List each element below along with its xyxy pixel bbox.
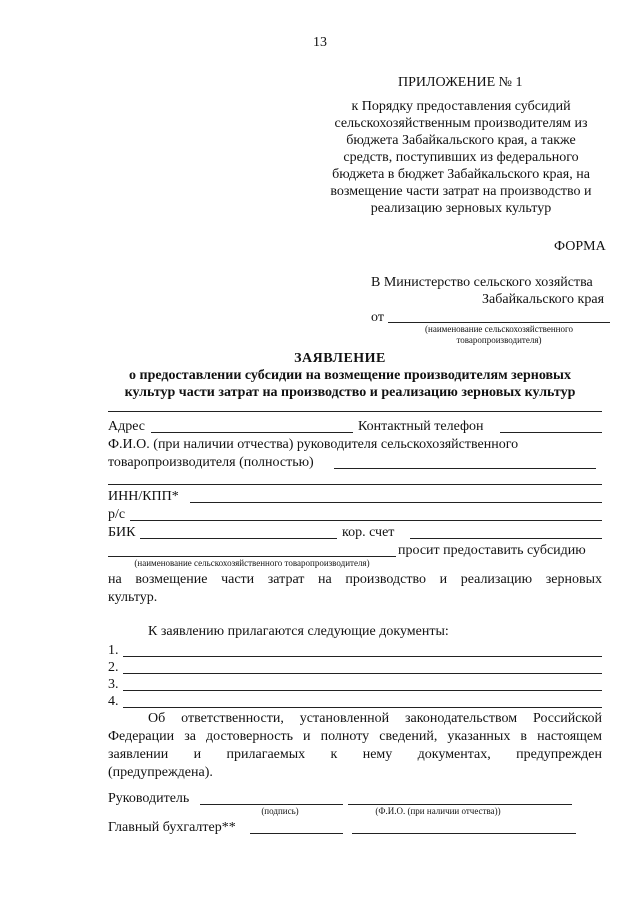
appendix-line: сельскохозяйственным производителям из [334,116,588,131]
head-name-signature-field[interactable] [348,804,572,805]
appendix-reference [316,98,606,217]
appendix-line: к Порядку предоставления субсидий [351,99,571,114]
responsibility-line-1: Об ответственности, установленной законодательством Российской [148,711,602,726]
responsibility-line-2: Федерации за достоверность и полноту сведений, указанных в настоящем [108,729,602,744]
appendix-line: возмещение части затрат на производство и [330,184,592,199]
document-number: 1. [108,643,119,658]
appendix-line: бюджета Забайкальского края, а также [346,133,576,148]
from-field-line[interactable] [388,322,610,323]
accountant-signature-field[interactable] [250,833,343,834]
from-caption-2: товаропроизводителя) [456,335,542,345]
purpose-line-2: культур. [108,590,158,605]
head-signature-label: Руководитель [108,791,190,806]
corr-account-label: кор. счет [342,525,395,540]
statement-subtitle-1: о предоставлении субсидии на возмещение производителям зерновых [129,368,571,383]
document-number: 3. [108,677,119,692]
from-label: от [371,310,384,325]
appendix-line: бюджета в бюджет Забайкальского края, на [332,167,590,182]
form-label: ФОРМА [554,239,606,254]
appendix-title: ПРИЛОЖЕНИЕ № 1 [398,75,523,90]
producer-caption: (наименование сельскохозяйственного товаропроизводителя) [134,558,370,568]
purpose-line-1: на возмещение части затрат на производство и реализацию зерновых [108,572,602,587]
documents-intro: К заявлению прилагаются следующие документы: [148,624,449,639]
accountant-signature-label: Главный бухгалтер** [108,820,236,835]
head-signature-field[interactable] [200,804,343,805]
document-field[interactable] [123,656,602,657]
address-field[interactable] [151,432,353,433]
addressee-line2: Забайкальского края [482,292,605,307]
phone-label: Контактный телефон [358,419,484,434]
signature-caption: (подпись) [261,806,299,816]
bik-label: БИК [108,525,136,540]
page-number: 13 [313,35,327,50]
document-field[interactable] [123,707,602,708]
head-name-field-extra[interactable] [108,484,602,485]
head-name-label-2: товаропроизводителя (полностью) [108,455,314,470]
responsibility-line-3: заявлении и прилагаемых к нему документах, предупрежден [108,747,602,762]
document-number: 2. [108,660,119,675]
inn-kpp-field[interactable] [190,502,602,503]
statement-title: ЗАЯВЛЕНИЕ [294,351,386,366]
document-number: 4. [108,694,119,709]
document-field[interactable] [123,673,602,674]
header-field-line[interactable] [108,411,602,412]
account-field[interactable] [130,520,602,521]
head-name-label-1: Ф.И.О. (при наличии отчества) руководителя сельскохозяйственного [108,437,519,452]
bik-field[interactable] [140,538,337,539]
phone-field[interactable] [500,432,602,433]
responsibility-line-4: (предупреждена). [108,765,213,780]
head-name-field[interactable] [334,468,596,469]
requests-subsidy-text: просит предоставить субсидию [398,543,586,558]
addressee-line1: В Министерство сельского хозяйства [371,275,593,290]
appendix-line: реализацию зерновых культур [370,201,552,216]
corr-account-field[interactable] [410,538,602,539]
accountant-name-field[interactable] [352,833,576,834]
account-label: р/с [108,507,126,522]
producer-name-field[interactable] [108,556,396,557]
appendix-line: средств, поступивших из федерального [343,150,579,165]
name-caption: (Ф.И.О. (при наличии отчества)) [375,806,501,816]
address-label: Адрес [108,419,146,434]
from-caption-1: (наименование сельскохозяйственного [425,324,573,334]
document-field[interactable] [123,690,602,691]
inn-kpp-label: ИНН/КПП* [108,489,179,504]
statement-subtitle-2: культур части затрат на производство и реализацию зерновых культур [124,385,576,400]
